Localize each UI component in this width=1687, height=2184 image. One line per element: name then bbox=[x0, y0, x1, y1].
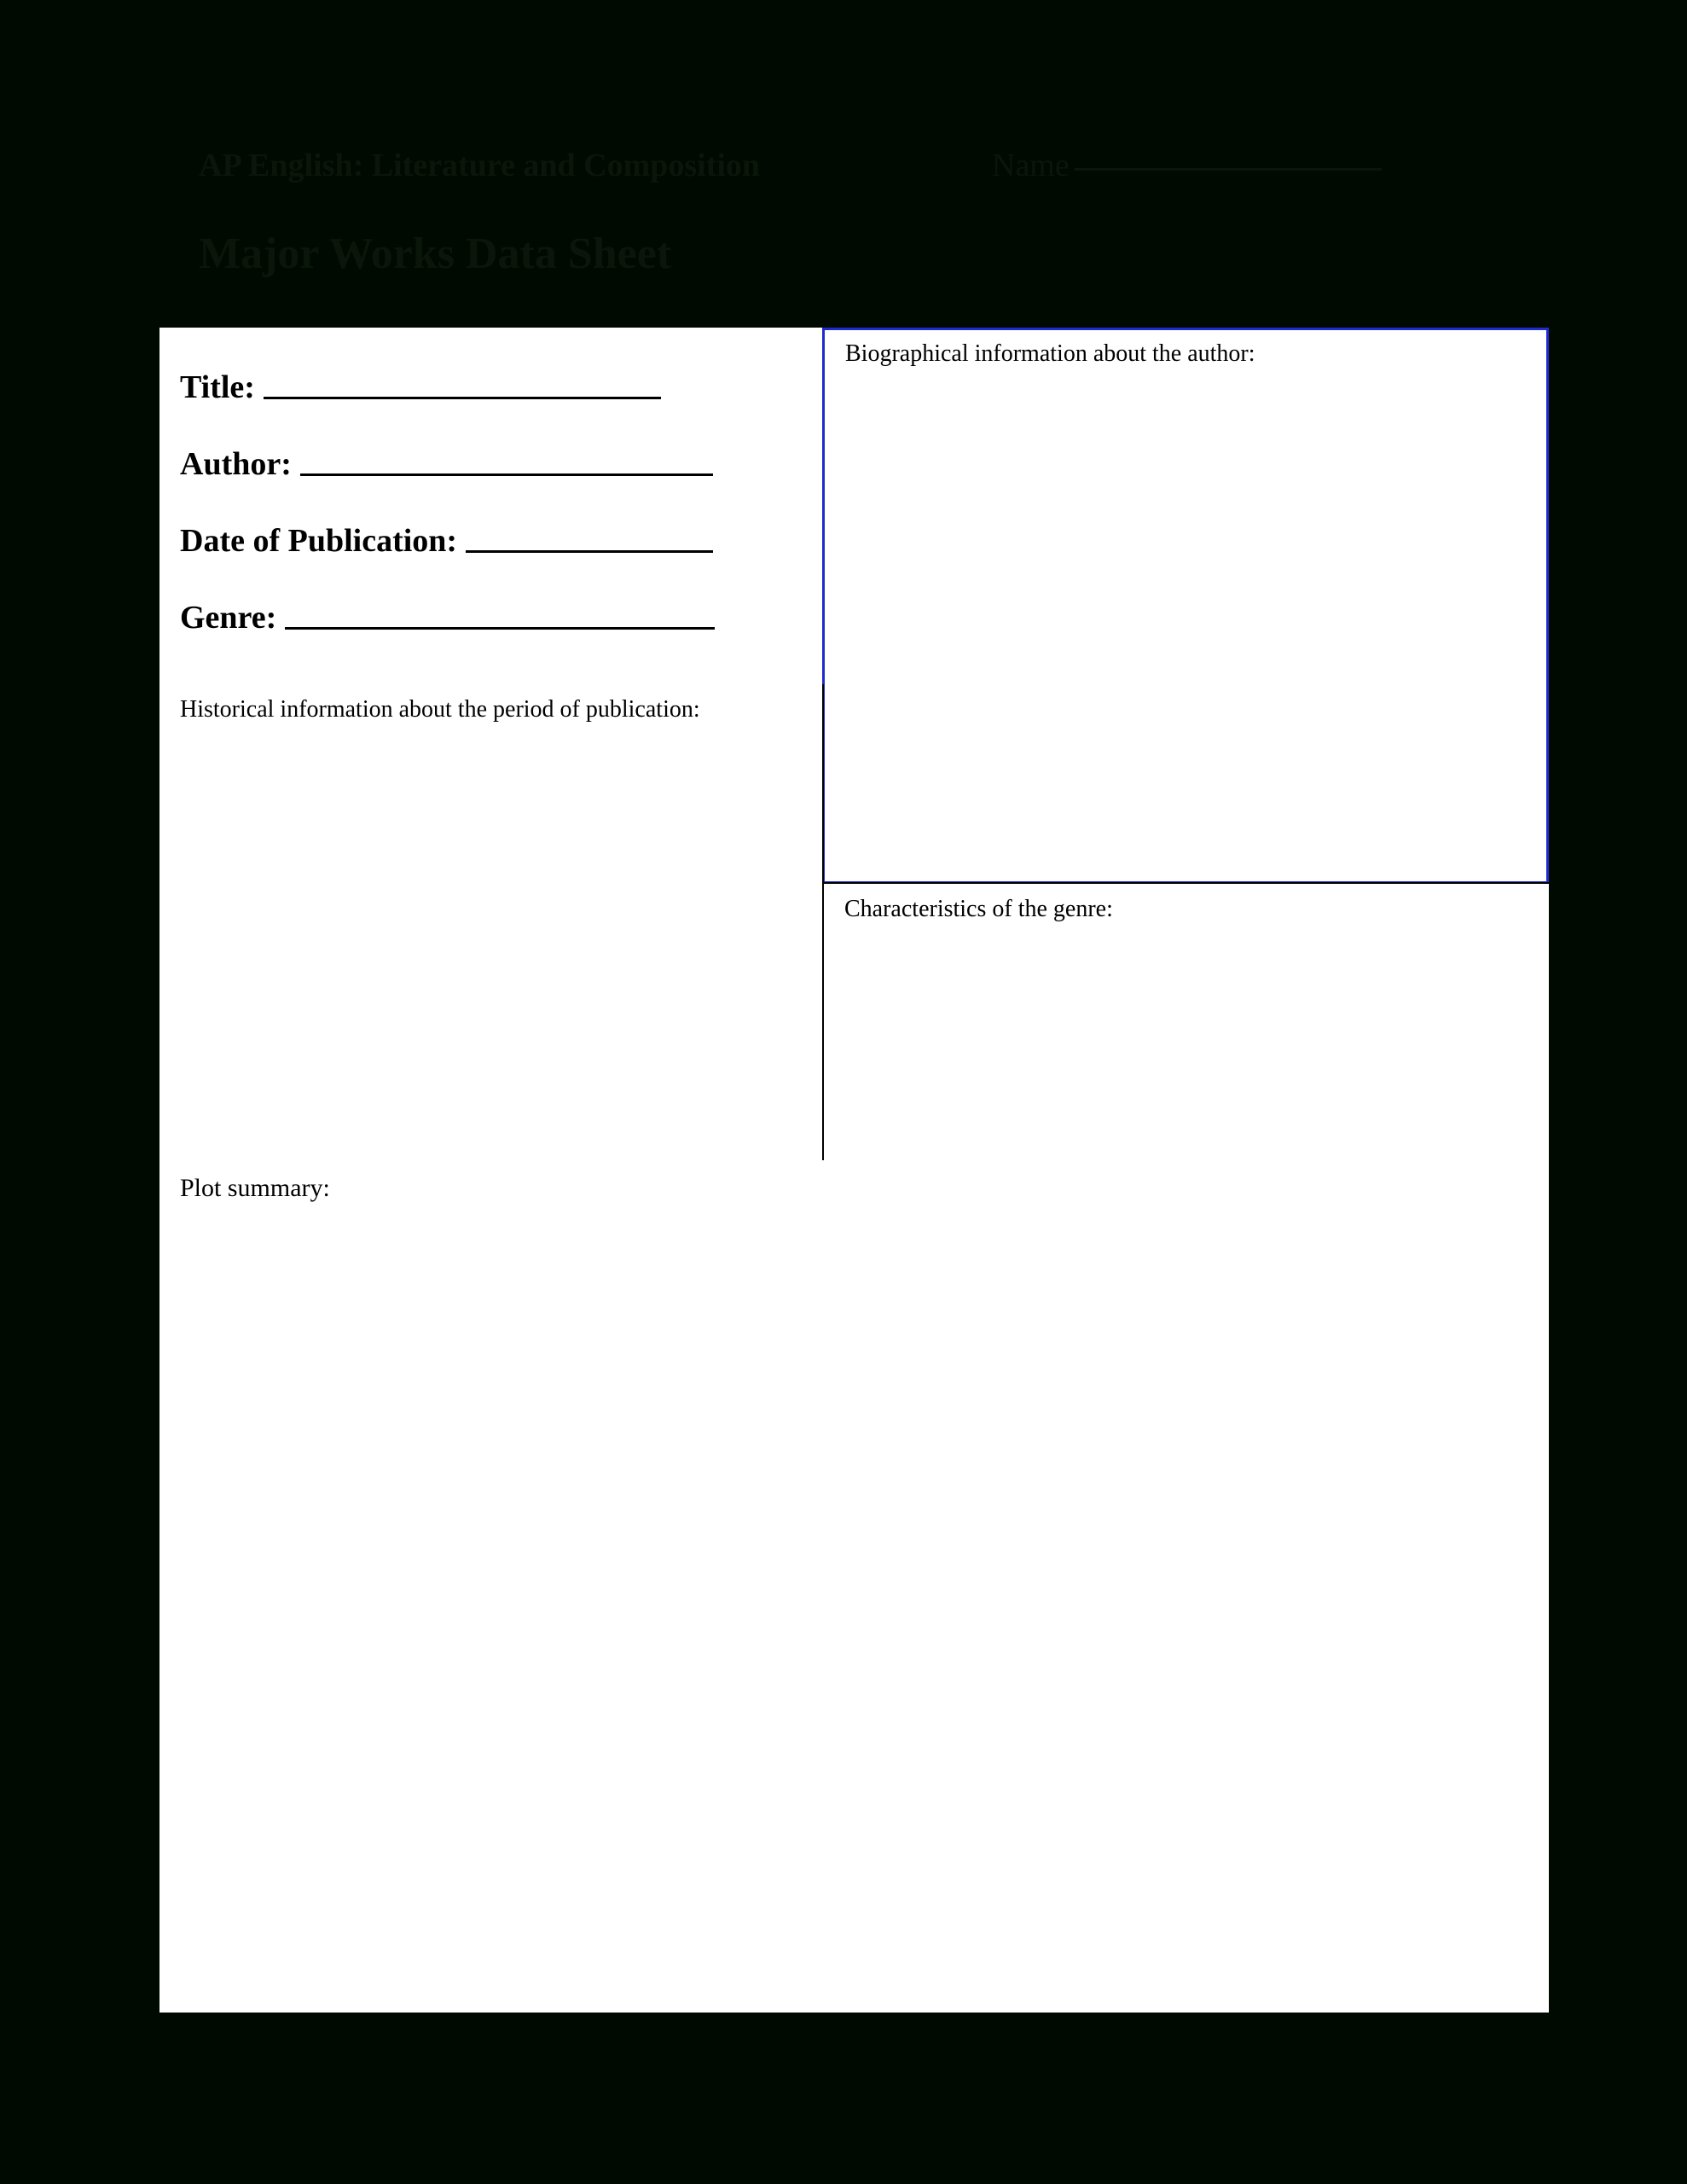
work-info-cell bbox=[159, 328, 824, 686]
title-label: Title: bbox=[180, 369, 255, 405]
genre-label: Genre: bbox=[180, 600, 277, 636]
course-header: AP English: Literature and Composition bbox=[199, 148, 761, 183]
title-blank-line[interactable] bbox=[264, 397, 661, 399]
plot-summary-label: Plot summary: bbox=[180, 1174, 330, 1202]
characteristics-label: Characteristics of the genre: bbox=[844, 896, 1113, 922]
date-label: Date of Publication: bbox=[180, 523, 458, 559]
author-field bbox=[180, 445, 713, 483]
document-title: Major Works Data Sheet bbox=[199, 229, 672, 278]
historical-cell[interactable] bbox=[159, 684, 824, 1162]
title-field bbox=[180, 369, 661, 406]
plot-summary-cell[interactable] bbox=[159, 1160, 1549, 2013]
name-blank-line[interactable] bbox=[1075, 168, 1382, 171]
author-label: Author: bbox=[180, 446, 292, 482]
historical-label: Historical information about the period of publication: bbox=[180, 696, 700, 723]
name-header bbox=[992, 147, 1382, 184]
genre-field bbox=[180, 599, 715, 636]
name-label: Name bbox=[992, 148, 1070, 183]
biographical-label: Biographical information about the author: bbox=[845, 340, 1255, 367]
date-blank-line[interactable] bbox=[466, 550, 713, 553]
genre-blank-line[interactable] bbox=[285, 627, 715, 630]
characteristics-cell[interactable] bbox=[822, 882, 1549, 1162]
author-blank-line[interactable] bbox=[300, 473, 713, 476]
date-field bbox=[180, 522, 713, 560]
biographical-cell[interactable] bbox=[822, 328, 1549, 884]
